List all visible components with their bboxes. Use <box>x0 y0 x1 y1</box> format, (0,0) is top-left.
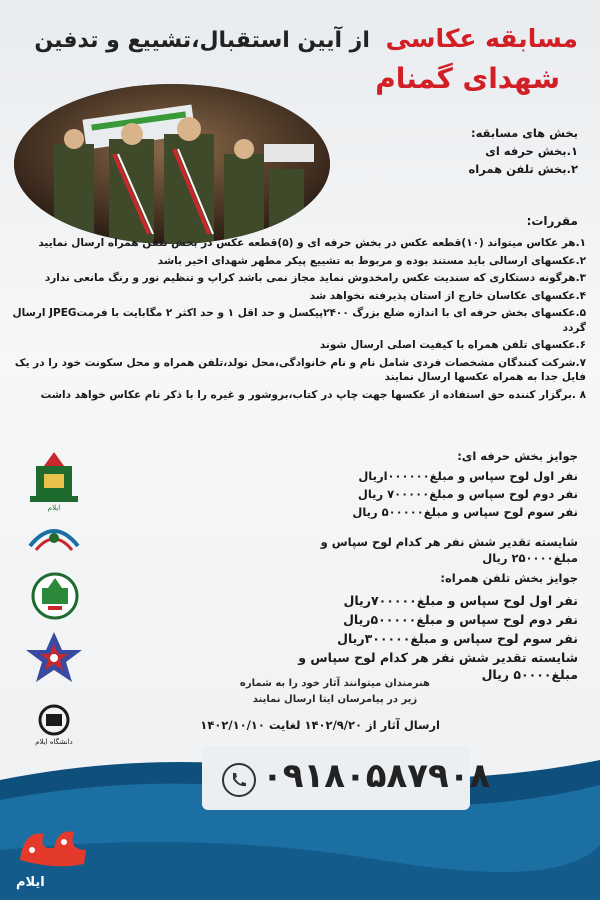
rules-list <box>6 236 586 405</box>
university-logo-icon <box>24 704 84 736</box>
rule-item: ۳.هرگونه دستکاری که سندیت عکس رامخدوش نماید مجاز نمی باشد کراپ و تنظیم نور و رنگ مانعی ندارد <box>44 272 586 284</box>
shrine-logo-icon <box>30 452 78 504</box>
rule-item: ۸ .برگزار کننده حق استفاده از عکسها جهت چاپ در کتاب،بروشور و غیره را با ذکر نام عکاس خواهد داشت <box>40 388 586 401</box>
org-logo-1-caption: ایلام <box>47 504 61 512</box>
rule-item: ۲.عکسهای ارسالی باید مستند بوده و مربوط به تشییع پیکر مطهر شهدای اخیر باشد <box>157 254 586 267</box>
note-line: هنرمندان میتوانند آثار خود را به شماره <box>239 678 430 689</box>
rules-heading: مقررات: <box>526 214 578 228</box>
rule-item: ۱.هر عکاس میتواند (۱۰)قطعه عکس در بخش حرفه ای و (۵)قطعه عکس در بخش تلفن همراه ارسال نمایید <box>38 237 586 249</box>
org-logo-1 <box>30 452 78 504</box>
mobile-prize-item: شایسته تقدیر شش نفر هر کدام لوح سپاس و مبلغ۵۰۰۰۰ ریال <box>298 650 578 682</box>
rule-item: ۵.عکسهای بخش حرفه ای با اندازه ضلع بزرگ ۲۴۰۰پیکسل و حد اقل ۱ و حد اکثر ۲ مگابایت با فرمتJPEG ارسال گردد <box>12 307 586 334</box>
mobile-prize-item: نفر دوم لوح سپاس و مبلغ۵۰۰۰۰۰ریال <box>343 612 578 627</box>
star-pattern-logo-icon <box>22 630 86 690</box>
poster-subtitle: شهدای گمنام <box>375 62 560 95</box>
org-logo-5-caption: دانشگاه ایلام <box>35 738 73 746</box>
org-logo-4 <box>22 630 86 690</box>
submission-note <box>240 676 430 708</box>
phone-icon <box>222 763 256 797</box>
center-logo-icon <box>26 572 84 622</box>
sections-heading: بخش های مسابقه: <box>470 126 578 140</box>
poster-title <box>34 24 578 53</box>
deadline: ارسال آثار از ۱۴۰۲/۹/۲۰ لغایت ۱۴۰۲/۱۰/۱۰ <box>200 718 440 732</box>
org-logo-2 <box>26 516 82 556</box>
mobile-prize-item: نفر اول لوح سپاس و مبلغ۷۰۰۰۰۰ریال <box>343 593 578 608</box>
pro-prizes-heading: جوایز بخش حرفه ای: <box>457 449 578 463</box>
mobile-prizes-heading: جوایز بخش تلفن همراه: <box>440 571 578 585</box>
org-logo-3 <box>26 572 84 622</box>
section-item: ۲.بخش تلفن همراه <box>468 162 578 176</box>
ceremony-photo <box>14 84 330 244</box>
title-red: مسابقه عکاسی <box>385 24 578 53</box>
rule-item: ۶.عکسهای تلفن همراه با کیفیت اصلی ارسال شوند <box>319 339 586 351</box>
competition-sections <box>469 124 578 178</box>
phone-number[interactable]: ۰۹۱۸۰۵۸۷۹۰۸ <box>262 756 491 796</box>
brand-city: ایلام <box>16 875 45 890</box>
note-line: زیر در پیامرسان ایتا ارسال نمایند <box>252 694 418 705</box>
phone-handset-icon <box>224 765 254 795</box>
pro-prize-item: نفر دوم لوح سپاس و مبلغ۷۰۰۰۰۰ ریال <box>357 487 578 501</box>
foundation-logo-icon <box>26 516 82 556</box>
prizes <box>98 448 578 685</box>
pro-prize-item: شایسته تقدیر شش نفر هر کدام لوح سپاس و مبلغ۲۵۰۰۰۰ ریال <box>320 535 578 565</box>
photo-illustration <box>14 84 330 244</box>
title-dark: از آیین استقبال،تشییع و تدفین <box>34 28 370 53</box>
rule-item: ۴.عکسهای عکاسان خارج از استان پذیرفته نخواهد شد <box>309 289 586 302</box>
pro-prize-item: نفر اول لوح سپاس و مبلغ۰۰۰۰۰۰اریال <box>358 469 578 483</box>
section-item: ۱.بخش حرفه ای <box>485 144 578 158</box>
mobile-prize-item: نفر سوم لوح سپاس و مبلغ۳۰۰۰۰۰ریال <box>337 631 578 646</box>
rule-item: ۷.شرکت کنندگان مشخصات فردی شامل نام و نام خانوادگی،محل تولد،تلفن همراه و محل سکونت خود را در یک فایل جدا به همراه عکسها ارسال نمایند <box>14 356 586 383</box>
pro-prize-item: نفر سوم لوح سپاس و مبلغ۵۰۰۰۰۰ ریال <box>352 505 578 519</box>
navid-shahed-logo-icon <box>14 820 94 872</box>
